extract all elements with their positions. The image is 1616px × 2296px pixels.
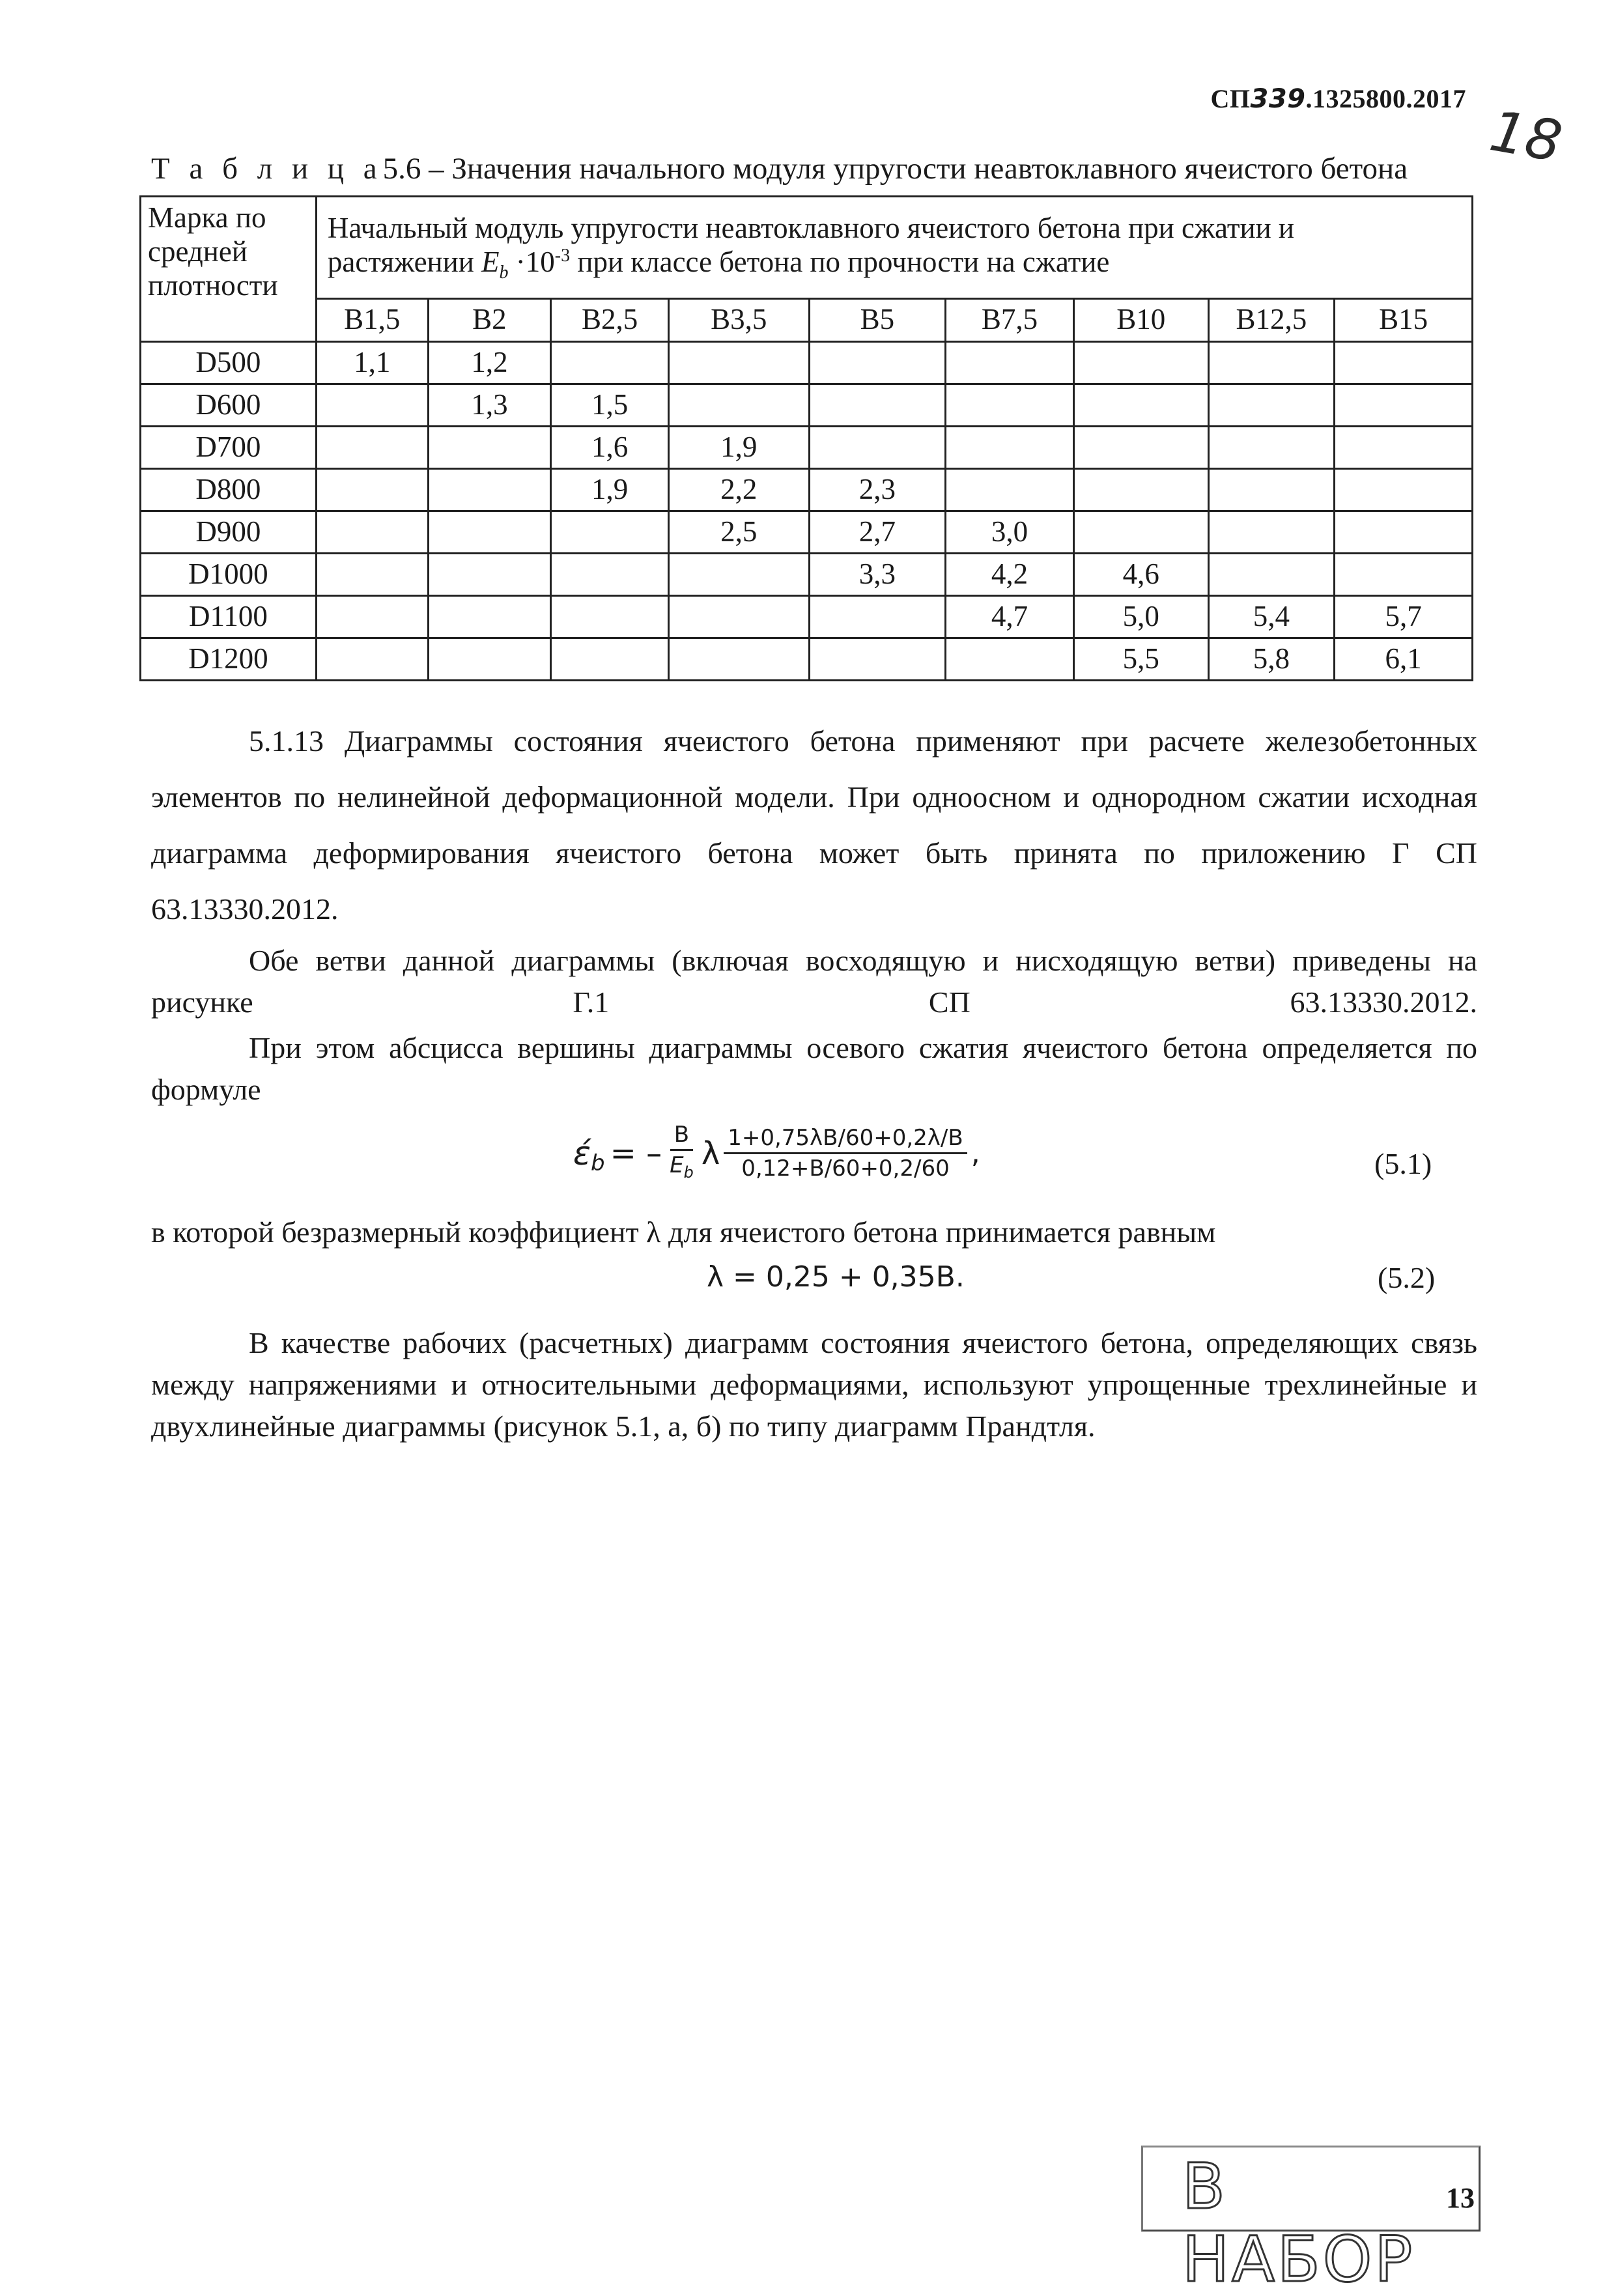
modulus-value-cell (809, 638, 946, 681)
modulus-value-cell (316, 511, 428, 554)
modulus-value-cell (1335, 342, 1473, 384)
formula-fraction-main: $\frac{1+0,75\lambda B/60+0,2\lambda/B}{0,12+B/60+0,2/60}$ (724, 1124, 967, 1183)
modulus-value-cell: 5,0 (1073, 596, 1208, 638)
modulus-value-cell (1208, 427, 1335, 469)
modulus-value-cell (1208, 384, 1335, 427)
density-grade-cell: D600 (141, 384, 317, 427)
class-header: B2,5 (551, 298, 669, 342)
modulus-value-cell (551, 638, 669, 681)
modulus-value-cell: 1,9 (551, 469, 669, 511)
modulus-value-cell: 1,3 (428, 384, 551, 427)
modulus-value-cell (1335, 469, 1473, 511)
modulus-value-cell (809, 596, 946, 638)
doc-code-suffix: .1325800.2017 (1305, 84, 1466, 113)
modulus-value-cell (809, 427, 946, 469)
modulus-value-cell: 4,6 (1073, 554, 1208, 596)
formula-lhs: έ (573, 1134, 591, 1172)
modulus-value-cell (428, 511, 551, 554)
modulus-value-cell (1208, 469, 1335, 511)
modulus-value-cell (551, 596, 669, 638)
doc-code-handwritten-number: 339 (1250, 84, 1306, 114)
modulus-value-cell (428, 469, 551, 511)
modulus-value-cell (946, 342, 1074, 384)
density-grade-cell: D1100 (141, 596, 317, 638)
modulus-value-cell: 4,7 (946, 596, 1074, 638)
modulus-value-cell: 2,2 (668, 469, 809, 511)
modulus-value-cell: 4,2 (946, 554, 1074, 596)
modulus-value-cell (428, 638, 551, 681)
paragraph-working-diagrams: В качестве рабочих (расчетных) диаграмм состояния ячеистого бетона, определяющих связь между напряжениями и относительными деформациями, используют упрощенные трехлинейные и двухлинейные диаграммы (рисунок 5.1, а, б) по типу диаграмм Прандтля. (151, 1326, 1477, 1443)
density-grade-cell: D1000 (141, 554, 317, 596)
modulus-value-cell (316, 638, 428, 681)
table-header-modulus-line1: Начальный модуль упругости неавтоклавного ячеистого бетона при сжатии и (327, 211, 1295, 244)
density-grade-cell: D1200 (141, 638, 317, 681)
modulus-value-cell (1335, 511, 1473, 554)
modulus-value-cell (551, 342, 669, 384)
modulus-value-cell (668, 554, 809, 596)
class-header: B7,5 (946, 298, 1074, 342)
table-header-modulus (316, 197, 1472, 299)
modulus-value-cell (1335, 554, 1473, 596)
modulus-value-cell: 1,5 (551, 384, 669, 427)
modulus-value-cell (809, 384, 946, 427)
document-code (1211, 83, 1467, 114)
page-number: 13 (1446, 2182, 1475, 2214)
table-row (141, 638, 1473, 681)
modulus-value-cell (316, 554, 428, 596)
doc-code-prefix: СП (1210, 84, 1251, 113)
modulus-value-cell (316, 384, 428, 427)
modulus-value-cell: 1,6 (551, 427, 669, 469)
table-row (141, 342, 1473, 384)
modulus-value-cell (1335, 384, 1473, 427)
modulus-value-cell (668, 596, 809, 638)
paragraph-branches: Обе ветви данной диаграммы (включая восходящую и нисходящую ветви) приведены на рисунке Г.1 СП 63.13330.2012. (151, 944, 1477, 1019)
modulus-value-cell (1208, 511, 1335, 554)
class-header: B15 (1335, 298, 1473, 342)
class-header: B5 (809, 298, 946, 342)
modulus-value-cell (1073, 469, 1208, 511)
paragraph-lambda: в которой безразмерный коэффициент λ для ячеистого бетона принимается равным (151, 1215, 1216, 1249)
modulus-value-cell: 1,2 (428, 342, 551, 384)
modulus-value-cell: 1,9 (668, 427, 809, 469)
modulus-value-cell: 3,3 (809, 554, 946, 596)
modulus-value-cell (946, 427, 1074, 469)
modulus-value-cell (1073, 511, 1208, 554)
class-header: B10 (1073, 298, 1208, 342)
formula-5-1-number: (5.1) (1374, 1147, 1432, 1180)
modulus-value-cell: 6,1 (1335, 638, 1473, 681)
formula-5-2-number: (5.2) (1378, 1261, 1436, 1294)
modulus-value-cell: 2,5 (668, 511, 809, 554)
table-row (141, 469, 1473, 511)
table-row (141, 427, 1473, 469)
modulus-value-cell: 2,3 (809, 469, 946, 511)
modulus-value-cell (316, 427, 428, 469)
elastic-modulus-table (139, 195, 1473, 681)
paragraph-5-1-13: 5.1.13 Диаграммы состояния ячеистого бетона применяют при расчете железобетонных элементов по нелинейной деформационной модели. При одноосном и однородном сжатии исходная диаграмма деформирования ячеистого бетона может быть принята по приложению Г СП 63.13330.2012. (151, 724, 1477, 926)
modulus-value-cell (668, 384, 809, 427)
handwritten-sheet-number: 18 (1485, 98, 1567, 175)
modulus-value-cell (946, 384, 1074, 427)
modulus-value-cell (551, 511, 669, 554)
modulus-value-cell (1208, 554, 1335, 596)
density-grade-cell: D500 (141, 342, 317, 384)
table-caption-label: Т а б л и ц а (151, 152, 383, 186)
class-header: B2 (428, 298, 551, 342)
modulus-value-cell (668, 342, 809, 384)
table-caption (151, 151, 1408, 186)
density-grade-cell: D700 (141, 427, 317, 469)
table-header-modulus-line2: растяжении $E_b \cdot 10^{-3}$ при классе бетона по прочности на сжатие (327, 245, 1110, 283)
table-row (141, 596, 1473, 638)
modulus-value-cell (1335, 427, 1473, 469)
modulus-value-cell: 3,0 (946, 511, 1074, 554)
table-caption-text: 5.6 – Значения начального модуля упругости неавтоклавного ячеистого бетона (382, 152, 1408, 186)
formula-5-2: λ = 0,25 + 0,35B. (707, 1260, 965, 1294)
modulus-value-cell (551, 554, 669, 596)
modulus-value-cell (428, 427, 551, 469)
table-row (141, 554, 1473, 596)
v-nabor-stamp (1141, 2146, 1481, 2296)
modulus-value-cell (428, 554, 551, 596)
modulus-value-cell (428, 596, 551, 638)
paragraph-abscissa: При этом абсцисса вершины диаграммы осевого сжатия ячеистого бетона определяется по формуле (151, 1031, 1477, 1106)
modulus-value-cell: 5,7 (1335, 596, 1473, 638)
formula-fraction-b-eb: $\frac{B}{E_b}$ (670, 1122, 694, 1182)
modulus-value-cell: 5,8 (1208, 638, 1335, 681)
table-row (141, 384, 1473, 427)
modulus-value-cell (946, 469, 1074, 511)
modulus-value-cell (316, 596, 428, 638)
stamp-text: В НАБОР (1182, 2150, 1415, 2296)
class-header: B1,5 (316, 298, 428, 342)
modulus-value-cell (946, 638, 1074, 681)
table-body (141, 342, 1473, 681)
table-header-density-grade: Марка по средней плотности (141, 197, 317, 342)
modulus-value-cell (809, 342, 946, 384)
modulus-value-cell: 5,5 (1073, 638, 1208, 681)
modulus-value-cell: 5,4 (1208, 596, 1335, 638)
density-grade-cell: D800 (141, 469, 317, 511)
modulus-value-cell: 1,1 (316, 342, 428, 384)
modulus-value-cell (1073, 384, 1208, 427)
density-grade-cell: D900 (141, 511, 317, 554)
table-row (141, 511, 1473, 554)
modulus-value-cell (1073, 427, 1208, 469)
modulus-value-cell (1208, 342, 1335, 384)
class-header: B12,5 (1208, 298, 1335, 342)
formula-5-1: έ $_b$ = – $\frac{B}{E_b}$ λ $\frac{1+0,75\lambda B/60+0,2\lambda/B}{0,12+B/60+0,2/60}$ , (573, 1120, 980, 1187)
modulus-value-cell (1073, 342, 1208, 384)
modulus-value-cell: 2,7 (809, 511, 946, 554)
modulus-value-cell (316, 469, 428, 511)
class-header: B3,5 (668, 298, 809, 342)
table-class-header-row (141, 298, 1473, 342)
modulus-value-cell (668, 638, 809, 681)
